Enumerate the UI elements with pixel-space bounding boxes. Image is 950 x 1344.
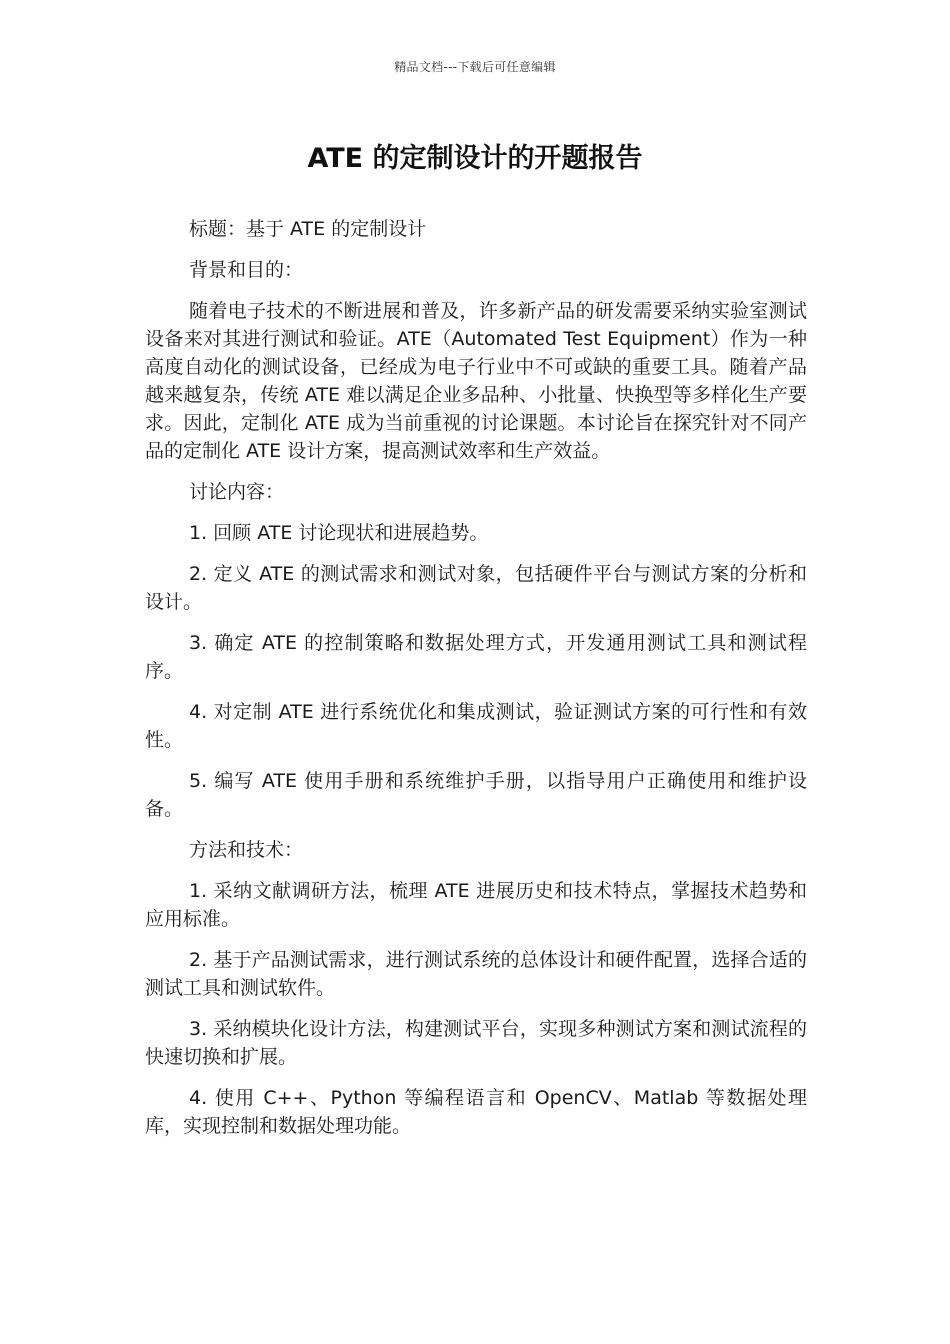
method-item: 4. 使用 C++、Python 等编程语言和 OpenCV、Matlab 等数据处理库，实现控制和数据处理功能。 [145,1087,807,1137]
section-heading-content: 讨论内容： [189,481,285,503]
method-item: 3. 采纳模块化设计方法，构建测试平台，实现多种测试方案和测试流程的快速切换和扩展。 [145,1018,807,1068]
method-item: 1. 采纳文献调研方法，梳理 ATE 进展历史和技术特点，掌握技术趋势和应用标准。 [145,880,807,930]
content-item: 5. 编写 ATE 使用手册和系统维护手册，以指导用户正确使用和维护设备。 [145,770,807,820]
subject-line: 标题：基于 ATE 的定制设计 [189,218,427,240]
method-item: 2. 基于产品测试需求，进行测试系统的总体设计和硬件配置，选择合适的测试工具和测试软件。 [145,949,807,999]
background-paragraph: 随着电子技术的不断进展和普及，许多新产品的研发需要采纳实验室测试设备来对其进行测试和验证。ATE（Automated Test Equipment）作为一种高度自动化的测试设备，已经成为电子行业中不可或缺的重要工具。随着产品越来越复杂，传统 ATE 难以满足企业多品种、小批量、快换型等多样化生产要求。因此，定制化 ATE 成为当前重视的讨论课题。本讨论旨在探究针对不同产品的定制化 ATE 设计方案，提高测试效率和生产效益。 [145,300,807,462]
document-body [145,215,807,1153]
content-item: 1. 回顾 ATE 讨论现状和进展趋势。 [189,522,489,544]
document-title: ATE 的定制设计的开题报告 [307,143,643,174]
content-item: 4. 对定制 ATE 进行系统优化和集成测试，验证测试方案的可行性和有效性。 [145,701,807,751]
content-item: 2. 定义 ATE 的测试需求和测试对象，包括硬件平台与测试方案的分析和设计。 [145,563,807,613]
section-heading-background: 背景和目的： [189,259,304,281]
section-heading-methods: 方法和技术： [189,839,304,861]
header-note: 精品文档---下载后可任意编辑 [394,60,556,74]
content-item: 3. 确定 ATE 的控制策略和数据处理方式，开发通用测试工具和测试程序。 [145,632,807,682]
